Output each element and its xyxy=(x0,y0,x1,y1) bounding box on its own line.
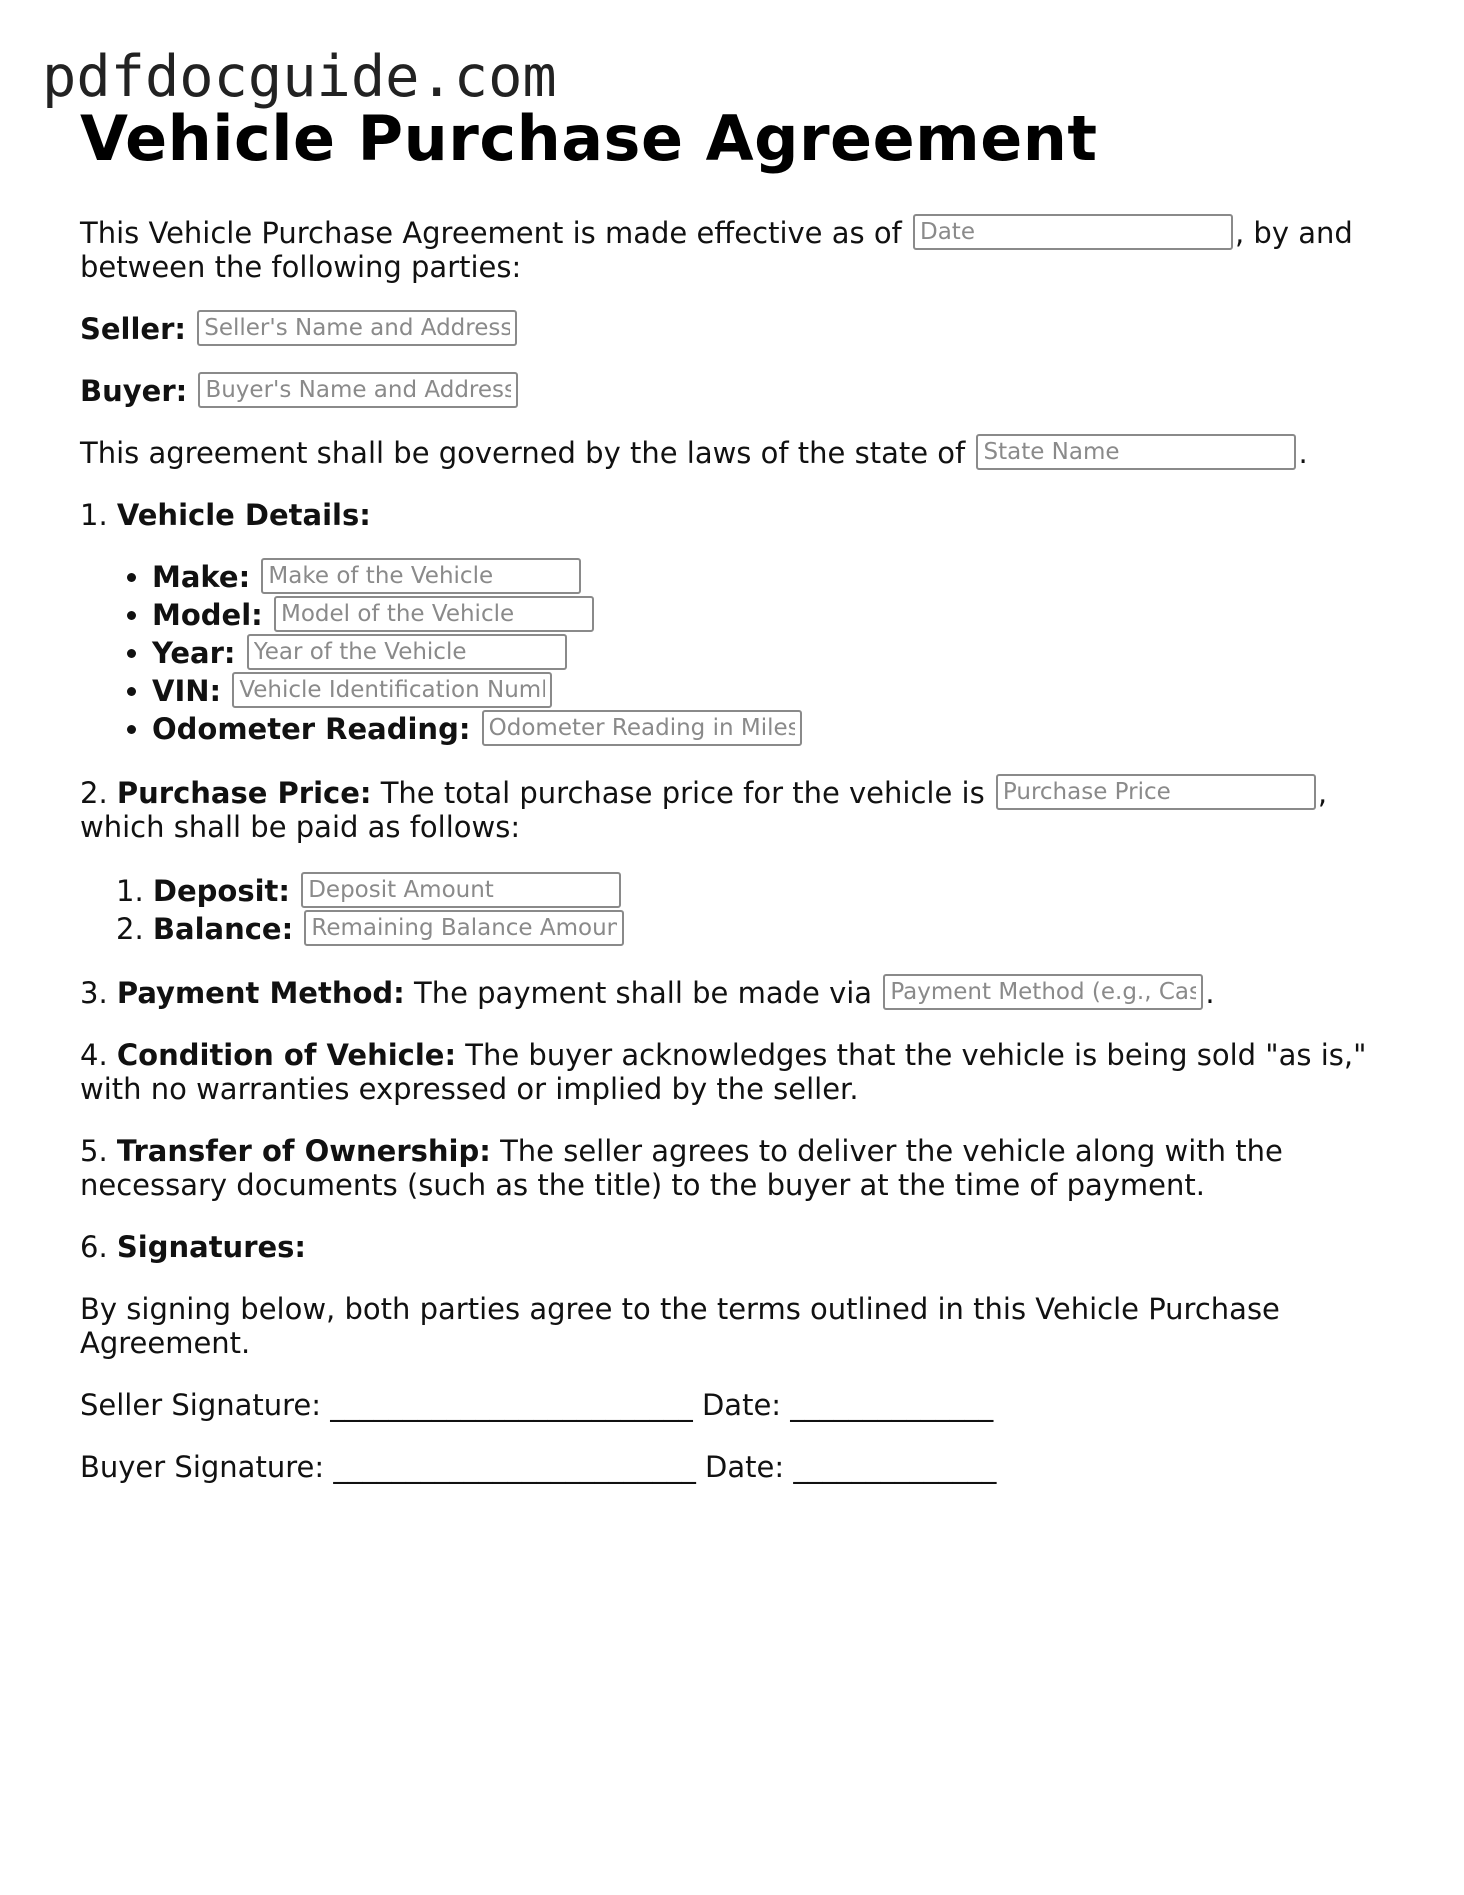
payment-schedule-list xyxy=(80,872,1370,948)
section-4-number: 4. xyxy=(80,1038,108,1072)
list-item-model xyxy=(152,596,1370,634)
buyer-signature-blank: _________________________ xyxy=(333,1450,696,1484)
model-label: Model: xyxy=(152,598,263,632)
page-title: Vehicle Purchase Agreement xyxy=(80,102,1098,175)
payment-method-input[interactable] xyxy=(883,974,1203,1010)
document xyxy=(80,100,1370,1484)
odometer-input[interactable] xyxy=(482,710,802,746)
section-6-heading xyxy=(80,1230,1370,1264)
section-3-text: The payment shall be made via xyxy=(413,976,873,1010)
buyer-row xyxy=(80,374,1370,408)
vehicle-details-list xyxy=(80,558,1370,748)
section-5-text: The seller agrees to deliver the vehicle along with the necessary documents (such as the title) to the buyer at the time of payment. xyxy=(80,1134,1283,1202)
list-item-vin xyxy=(152,672,1370,710)
section-2-text: The total purchase price for the vehicle is xyxy=(380,776,985,810)
intro-text-after: , by and between the following parties: xyxy=(80,216,1353,284)
vin-input[interactable] xyxy=(232,672,552,708)
seller-input[interactable] xyxy=(197,310,517,346)
balance-label: Balance: xyxy=(152,912,294,946)
watermark: pdfdocguide.com xyxy=(42,44,557,110)
deposit-input[interactable] xyxy=(301,872,621,908)
buyer-input[interactable] xyxy=(198,372,518,408)
section-5-number: 5. xyxy=(80,1134,108,1168)
section-1-number: 1. xyxy=(80,498,108,532)
section-4-paragraph xyxy=(80,1038,1370,1106)
seller-date-blank: ______________ xyxy=(790,1388,994,1422)
list-item-odometer xyxy=(152,710,1370,748)
seller-label: Seller: xyxy=(80,312,187,346)
intro-paragraph xyxy=(80,216,1370,284)
balance-input[interactable] xyxy=(304,910,624,946)
make-label: Make: xyxy=(152,560,251,594)
purchase-price-input[interactable] xyxy=(996,774,1316,810)
buyer-date-label: Date: xyxy=(705,1450,785,1484)
year-input[interactable] xyxy=(247,634,567,670)
section-3-title: Payment Method: xyxy=(116,976,405,1010)
list-item-balance xyxy=(116,910,1370,948)
section-5-title: Transfer of Ownership: xyxy=(116,1134,491,1168)
make-input[interactable] xyxy=(261,558,581,594)
buyer-signature-label: Buyer Signature: xyxy=(80,1450,325,1484)
section-1-title: Vehicle Details: xyxy=(116,498,371,532)
section-2-text-after: , which shall be paid as follows: xyxy=(80,776,1328,844)
balance-number: 2. xyxy=(116,912,144,946)
list-item-deposit xyxy=(116,872,1370,910)
section-1-heading xyxy=(80,498,1370,532)
state-input[interactable] xyxy=(976,434,1296,470)
seller-signature-blank: _________________________ xyxy=(330,1388,693,1422)
section-6-number: 6. xyxy=(80,1230,108,1264)
list-item-make xyxy=(152,558,1370,596)
deposit-label: Deposit: xyxy=(152,874,290,908)
effective-date-input[interactable] xyxy=(913,214,1233,250)
seller-signature-label: Seller Signature: xyxy=(80,1388,322,1422)
buyer-signature-line xyxy=(80,1450,1370,1484)
model-input[interactable] xyxy=(274,596,594,632)
section-3-end: . xyxy=(1205,976,1215,1010)
section-2-title: Purchase Price: xyxy=(116,776,372,810)
section-2-paragraph xyxy=(80,776,1370,844)
list-item-year xyxy=(152,634,1370,672)
seller-date-label: Date: xyxy=(701,1388,782,1422)
buyer-label: Buyer: xyxy=(80,374,188,408)
year-label: Year: xyxy=(152,636,236,670)
governing-text: This agreement shall be governed by the laws of the state of xyxy=(80,436,966,470)
governing-law-row xyxy=(80,436,1370,470)
deposit-number: 1. xyxy=(116,874,144,908)
buyer-date-blank: ______________ xyxy=(793,1450,997,1484)
odometer-label: Odometer Reading: xyxy=(152,712,471,746)
seller-row xyxy=(80,312,1370,346)
intro-text: This Vehicle Purchase Agreement is made effective as of xyxy=(80,216,902,250)
governing-end: . xyxy=(1298,436,1308,470)
vin-label: VIN: xyxy=(152,674,222,708)
section-2-number: 2. xyxy=(80,776,108,810)
section-4-text: The buyer acknowledges that the vehicle is being sold "as is," with no warranties expressed or implied by the seller. xyxy=(80,1038,1367,1106)
section-4-title: Condition of Vehicle: xyxy=(116,1038,457,1072)
section-3-number: 3. xyxy=(80,976,108,1010)
section-6-title: Signatures: xyxy=(116,1230,307,1264)
section-5-paragraph xyxy=(80,1134,1370,1202)
section-3-paragraph xyxy=(80,976,1370,1010)
agreement-text: By signing below, both parties agree to the terms outlined in this Vehicle Purchase Agreement. xyxy=(80,1292,1280,1360)
seller-signature-line xyxy=(80,1388,1370,1422)
